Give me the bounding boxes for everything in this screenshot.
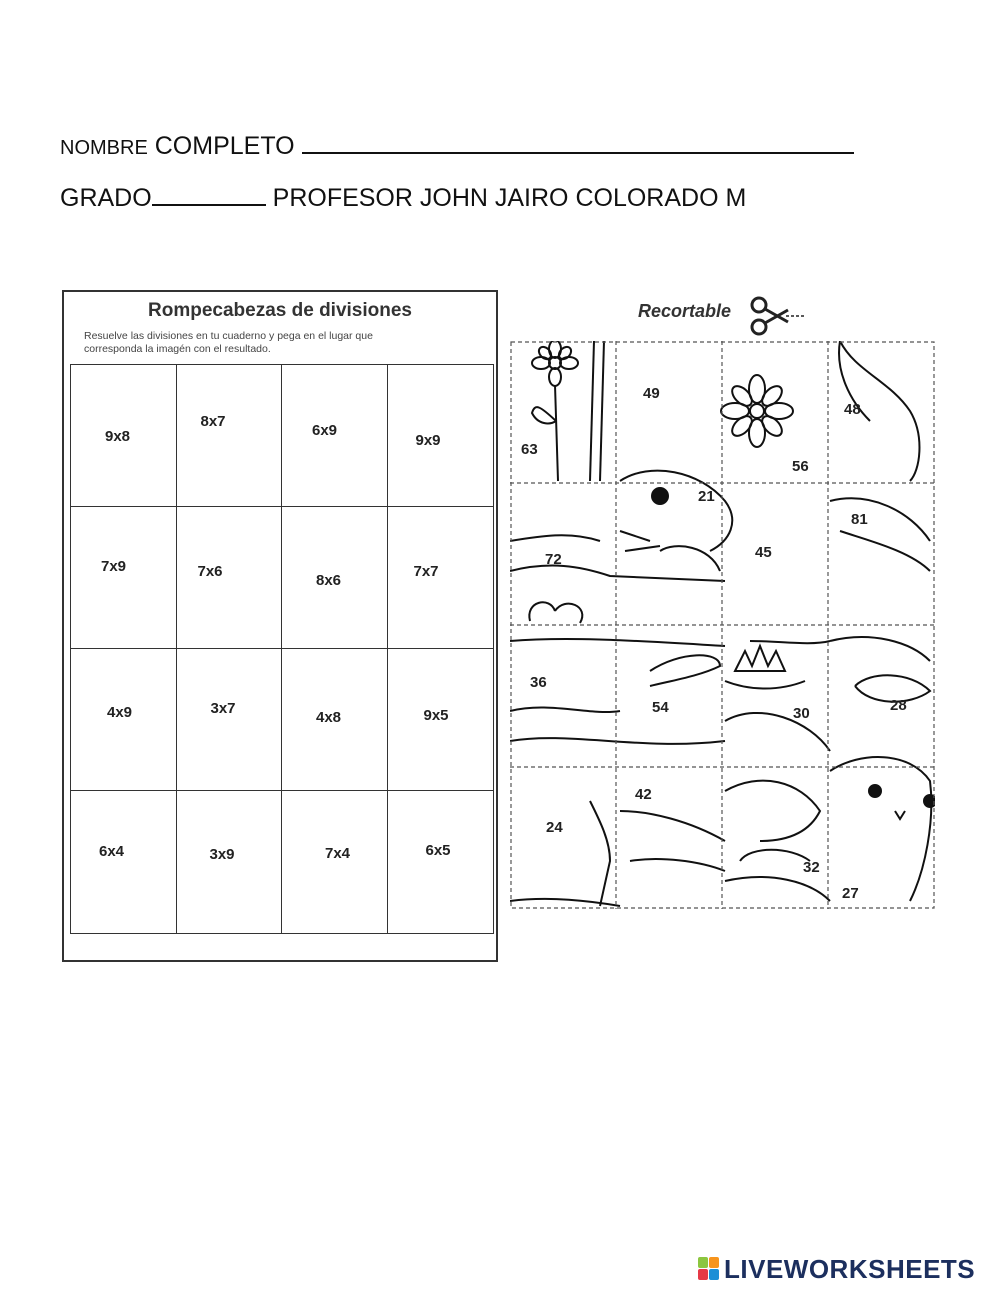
answer-piece[interactable]: 30: [793, 705, 810, 722]
drop-cell[interactable]: [282, 507, 388, 649]
drop-cell[interactable]: [71, 649, 177, 791]
name-blank[interactable]: [302, 132, 854, 154]
teacher-name: PROFESOR JOHN JAIRO COLORADO M: [272, 184, 747, 212]
answer-piece[interactable]: 81: [851, 511, 868, 528]
liveworksheets-logo: [698, 1254, 975, 1285]
drop-cell[interactable]: [177, 507, 283, 649]
operations-grid: [70, 364, 494, 934]
drop-cell[interactable]: [388, 649, 494, 791]
operation: 6x9: [312, 422, 338, 439]
answer-piece[interactable]: 63: [521, 441, 538, 458]
cutout-pieces: [510, 341, 935, 909]
grade-line: [60, 184, 746, 213]
drop-cell[interactable]: [388, 507, 494, 649]
answer-piece[interactable]: 32: [803, 859, 820, 876]
operation: 7x6: [197, 563, 223, 580]
operation: 6x5: [425, 842, 451, 859]
grade-blank[interactable]: [152, 184, 266, 206]
flower-icon: [532, 341, 604, 481]
scissors-icon: [750, 294, 808, 338]
operation: 3x9: [209, 846, 235, 863]
operation: 8x6: [316, 572, 342, 589]
drop-cell[interactable]: [282, 649, 388, 791]
puzzle-instructions: Resuelve las divisiones en tu cuaderno y pega en el lugar que corresponda la imagén con el resultado.: [84, 330, 373, 355]
logo-text: LIVEWORKSHEETS: [724, 1254, 976, 1284]
operation: 4x9: [107, 704, 133, 721]
answer-piece[interactable]: 54: [652, 699, 669, 716]
drop-cell[interactable]: [282, 365, 388, 507]
operation: 3x7: [210, 700, 236, 717]
answer-piece[interactable]: 27: [842, 885, 859, 902]
operation: 9x9: [415, 432, 441, 449]
puzzle-title: Rompecabezas de divisiones: [148, 300, 412, 321]
drop-cell[interactable]: [388, 365, 494, 507]
drop-cell[interactable]: [177, 791, 283, 933]
puzzle-sheet: [62, 290, 498, 962]
answer-piece[interactable]: 56: [792, 458, 809, 475]
name-line: [60, 132, 854, 161]
answer-piece[interactable]: 21: [698, 488, 715, 505]
name-label: COMPLETO: [154, 132, 295, 160]
drop-cell[interactable]: [71, 507, 177, 649]
daisy-icon: [721, 375, 793, 447]
answer-piece[interactable]: 45: [755, 544, 772, 561]
operation: 4x8: [316, 709, 342, 726]
name-label-small: NOMBRE: [60, 137, 148, 159]
answer-piece[interactable]: 24: [546, 819, 563, 836]
operation: 8x7: [200, 413, 226, 430]
operation: 6x4: [99, 843, 125, 860]
operation: 7x7: [413, 563, 439, 580]
answer-piece[interactable]: 72: [545, 551, 562, 568]
drop-cell[interactable]: [388, 791, 494, 933]
drop-cell[interactable]: [71, 365, 177, 507]
operation: 9x5: [423, 707, 449, 724]
coloring-image: [510, 341, 935, 909]
answer-piece[interactable]: 49: [643, 385, 660, 402]
logo-icon: [698, 1257, 720, 1281]
answer-piece[interactable]: 42: [635, 786, 652, 803]
cutout-label: Recortable: [638, 301, 732, 321]
drop-cell[interactable]: [177, 649, 283, 791]
drop-cell[interactable]: [177, 365, 283, 507]
grade-label: GRADO: [60, 184, 152, 212]
operation: 9x8: [105, 428, 131, 445]
drop-cell[interactable]: [282, 791, 388, 933]
answer-piece[interactable]: 28: [890, 697, 907, 714]
drop-cell[interactable]: [71, 791, 177, 933]
answer-piece[interactable]: 36: [530, 674, 547, 691]
operation: 7x9: [101, 558, 127, 575]
operation: 7x4: [325, 845, 351, 862]
answer-piece[interactable]: 48: [844, 401, 861, 418]
